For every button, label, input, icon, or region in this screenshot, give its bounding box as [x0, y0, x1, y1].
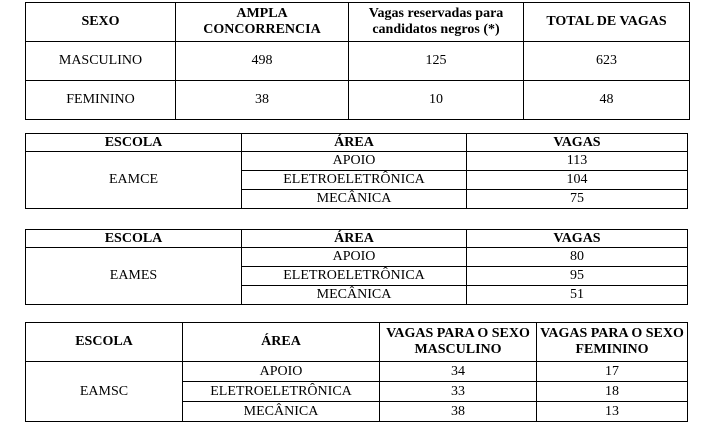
table-header-row [26, 134, 688, 152]
cell-area: ELETROELETRÔNICA [183, 382, 380, 402]
cell-area: APOIO [183, 362, 380, 382]
table-row [26, 248, 688, 267]
header-escola: ESCOLA [26, 230, 242, 248]
header-ampla-concorrencia: AMPLA CONCORRENCIA [176, 3, 349, 42]
cell-escola: EAMCE [26, 152, 242, 209]
header-vagas-masculino: VAGAS PARA O SEXO MASCULINO [380, 323, 537, 362]
cell-vagas: 104 [467, 171, 688, 190]
cell-area: MECÂNICA [242, 286, 467, 305]
cell-sexo: MASCULINO [26, 42, 176, 81]
cell-vagas-feminino: 17 [537, 362, 688, 382]
eamce-table [25, 133, 688, 209]
cell-vagas: 113 [467, 152, 688, 171]
cell-total: 623 [524, 42, 690, 81]
eamsc-table [25, 322, 688, 422]
header-escola: ESCOLA [26, 134, 242, 152]
table-header-row [26, 323, 688, 362]
cell-area: ELETROELETRÔNICA [242, 171, 467, 190]
header-area: ÁREA [183, 323, 380, 362]
cell-area: MECÂNICA [183, 402, 380, 422]
vagas-por-sexo-table [25, 2, 690, 120]
cell-total: 48 [524, 81, 690, 120]
cell-reservadas: 10 [349, 81, 524, 120]
header-area: ÁREA [242, 230, 467, 248]
header-escola: ESCOLA [26, 323, 183, 362]
header-sexo: SEXO [26, 3, 176, 42]
table-row [26, 42, 690, 81]
cell-ampla: 38 [176, 81, 349, 120]
cell-vagas-masculino: 33 [380, 382, 537, 402]
cell-escola: EAMSC [26, 362, 183, 422]
header-total-vagas: TOTAL DE VAGAS [524, 3, 690, 42]
cell-vagas: 95 [467, 267, 688, 286]
cell-reservadas: 125 [349, 42, 524, 81]
cell-area: APOIO [242, 152, 467, 171]
cell-area: APOIO [242, 248, 467, 267]
cell-vagas-feminino: 18 [537, 382, 688, 402]
table-row [26, 152, 688, 171]
cell-area: ELETROELETRÔNICA [242, 267, 467, 286]
table-header-row [26, 230, 688, 248]
cell-vagas: 80 [467, 248, 688, 267]
eames-table [25, 229, 688, 305]
header-area: ÁREA [242, 134, 467, 152]
cell-area: MECÂNICA [242, 190, 467, 209]
cell-vagas-masculino: 38 [380, 402, 537, 422]
header-vagas: VAGAS [467, 230, 688, 248]
cell-sexo: FEMININO [26, 81, 176, 120]
cell-vagas-masculino: 34 [380, 362, 537, 382]
table-row [26, 81, 690, 120]
table-header-row [26, 3, 690, 42]
header-vagas-reservadas: Vagas reservadas para candidatos negros (*) [349, 3, 524, 42]
cell-vagas-feminino: 13 [537, 402, 688, 422]
cell-ampla: 498 [176, 42, 349, 81]
cell-vagas: 75 [467, 190, 688, 209]
header-vagas-feminino: VAGAS PARA O SEXO FEMININO [537, 323, 688, 362]
header-vagas: VAGAS [467, 134, 688, 152]
cell-escola: EAMES [26, 248, 242, 305]
table-row [26, 362, 688, 382]
cell-vagas: 51 [467, 286, 688, 305]
